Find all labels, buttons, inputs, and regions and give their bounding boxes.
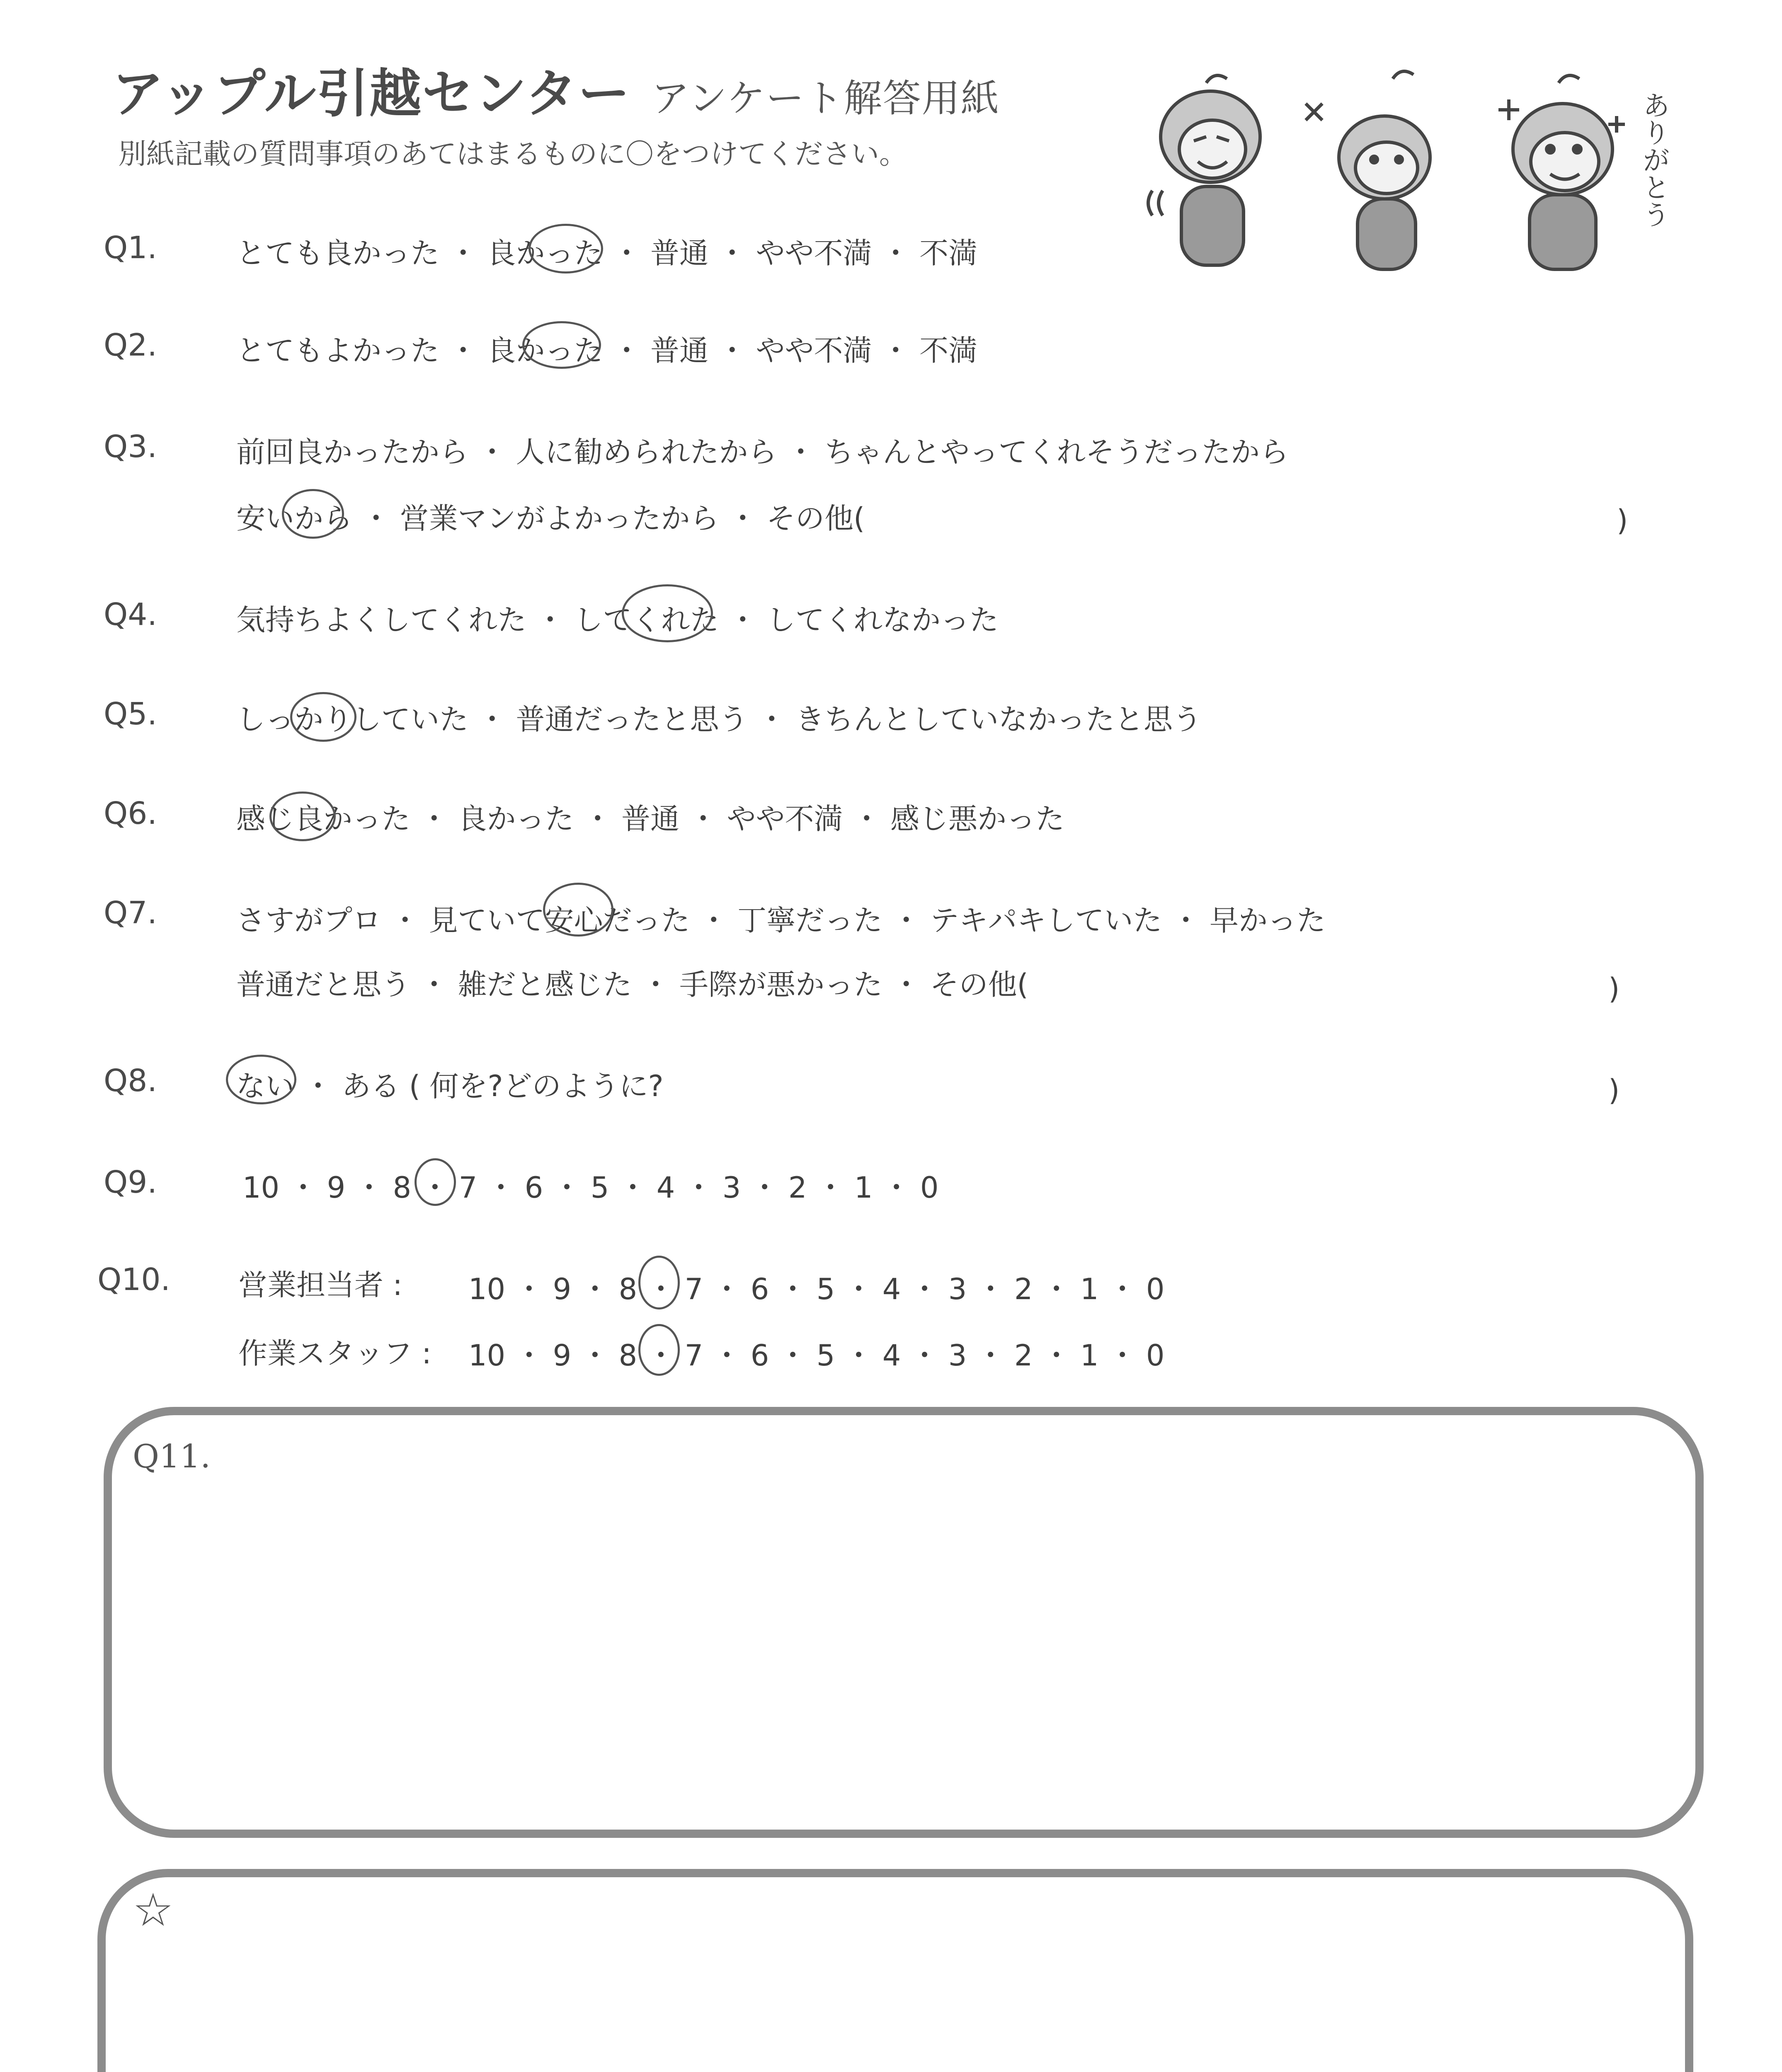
q10-staff-answer-circle [638,1324,680,1376]
q11-comment-box[interactable] [104,1407,1704,1838]
q5-options[interactable]: しっかりしていた ・ 普通だったと思う ・ きちんとしていなかったと思う [236,702,1202,736]
q8-answer-circle [226,1055,296,1104]
q6-options[interactable]: 感じ良かった ・ 良かった ・ 普通 ・ やや不満 ・ 感じ悪かった [236,802,1065,836]
q1-answer-circle [529,224,603,274]
form-name: アンケート解答用紙 [651,76,1000,121]
q6-answer-circle [269,792,336,841]
q2-options[interactable]: とてもよかった ・ 良かった ・ 普通 ・ やや不満 ・ 不満 [236,334,978,368]
q10-sales-scale[interactable]: 10 ・ 9 ・ 8 ・ 7 ・ 6 ・ 5 ・ 4 ・ 3 ・ 2 ・ 1 ・ 0 [468,1272,1165,1306]
q2-label: Q2. [104,327,157,363]
free-comment-box[interactable] [97,1869,1693,2072]
monkey-icon [1306,71,1430,269]
q7-options-line1[interactable]: さすがプロ ・ 見ていて安心だった ・ 丁寧だった ・ テキパキしていた ・ 早かった [236,903,1326,937]
survey-title [112,52,1000,126]
q4-options[interactable]: 気持ちよくしてくれた ・ してくれた ・ してくれなかった [236,603,999,637]
star-label: ☆ [133,1883,174,1936]
q4-answer-circle [622,584,713,642]
company-name: アップル引越センター [112,64,631,124]
mascot-caption: ありがとう [1638,91,1670,228]
q1-label: Q1. [104,230,157,266]
q6-label: Q6. [104,796,157,831]
q10-staff-label: 作業スタッフ : [238,1336,432,1370]
q5-label: Q5. [104,696,157,732]
q8-other-close: ) [1608,1073,1620,1107]
q10-label: Q10. [97,1262,170,1297]
q9-label: Q9. [104,1164,157,1200]
q10-staff-scale[interactable]: 10 ・ 9 ・ 8 ・ 7 ・ 6 ・ 5 ・ 4 ・ 3 ・ 2 ・ 1 ・ 0 [468,1339,1165,1372]
q2-answer-circle [522,321,601,369]
q3-label: Q3. [104,429,157,465]
q7-label: Q7. [104,895,157,931]
q3-options-line1[interactable]: 前回良かったから ・ 人に勧められたから ・ ちゃんとやってくれそうだったから [236,435,1289,469]
q9-scale[interactable]: 10 ・ 9 ・ 8 ・ 7 ・ 6 ・ 5 ・ 4 ・ 3 ・ 2 ・ 1 ・ 0 [242,1171,939,1205]
q8-options[interactable]: ない ・ ある ( 何を?どのように? [236,1069,664,1103]
q9-answer-circle [415,1158,456,1206]
mascot-illustration [1144,66,1691,290]
q3-answer-circle [282,489,344,539]
q4-label: Q4. [104,597,157,632]
q10-sales-answer-circle [638,1256,680,1310]
monkey-icon [1148,75,1260,265]
q3-options-line2[interactable]: 安いから ・ 営業マンがよかったから ・ その他( [236,501,865,535]
q11-label: Q11. [133,1438,211,1475]
q7-options-line2[interactable]: 普通だと思う ・ 雑だと感じた ・ 手際が悪かった ・ その他( [236,968,1028,1002]
q8-label: Q8. [104,1063,157,1099]
q7-other-close: ) [1608,972,1620,1006]
q3-other-close: ) [1617,503,1628,537]
q5-answer-circle [290,692,356,742]
q1-options[interactable]: とても良かった ・ 良かった ・ 普通 ・ やや不満 ・ 不満 [236,236,978,270]
q10-sales-label: 営業担当者 : [238,1268,402,1302]
q7-answer-circle [543,883,613,937]
instruction-text: 別紙記載の質問事項のあてはまるものに〇をつけてください。 [118,138,908,171]
monkey-icon [1498,75,1625,269]
